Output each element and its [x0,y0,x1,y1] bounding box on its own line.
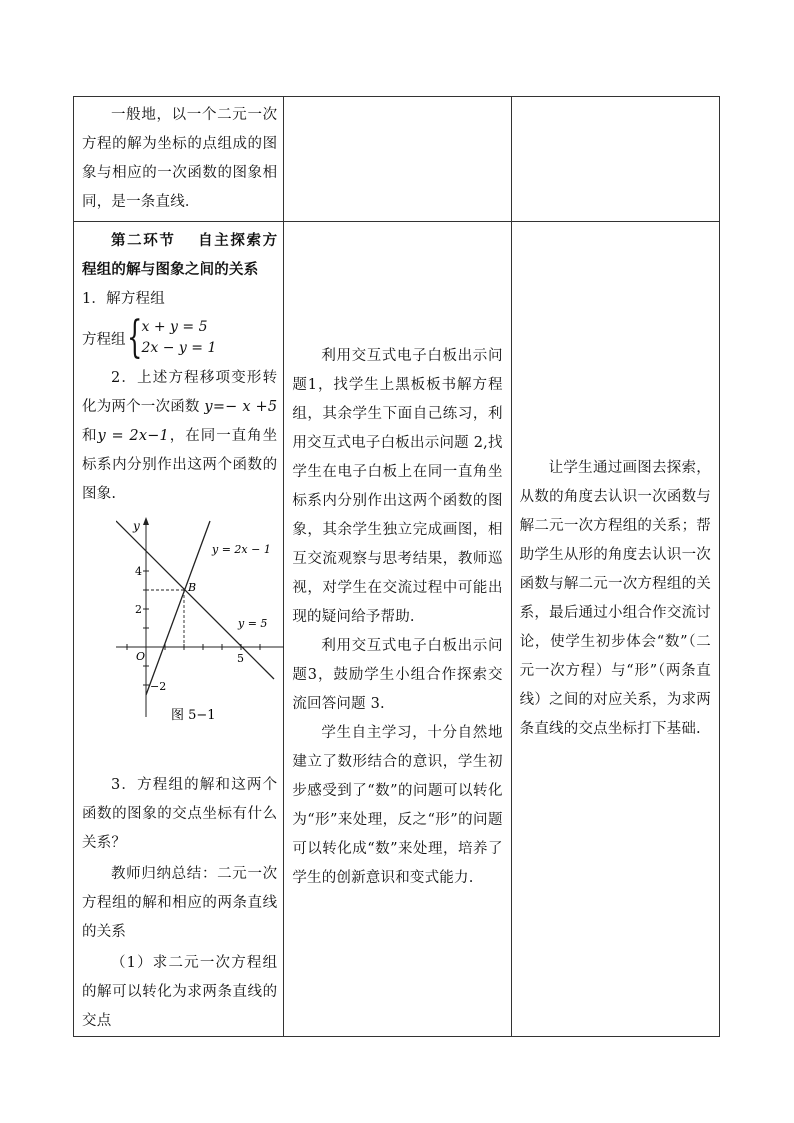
line-label-2x-1: y = 2x − 1 [212,543,271,556]
cell-activity [284,97,511,222]
tick-label-4: 4 [135,565,142,578]
point-b-label: B [188,581,197,594]
line-label-y5: y = 5 [238,617,268,630]
lesson-table [73,96,720,1037]
tick-label-2: 2 [135,603,142,616]
cell-content [74,97,284,222]
cell-intent [511,222,719,1037]
function-2: y = 2x−1 [97,428,169,444]
cell-intent [511,97,719,222]
cell-activity [284,222,511,1037]
y-axis-label: y [133,519,140,533]
table-row [74,97,720,222]
cell-content [74,222,284,1037]
origin-label: O [136,650,146,663]
question-1-prefix: 1．解方程组 [82,291,165,307]
equation-system: 方程组 { x + y = 5 2x − y = 1 [82,312,217,363]
tick-label-neg-2: −2 [150,680,167,693]
section-title: 第二环节 自主探索方程组的解与图象之间的关系 [82,232,278,278]
intent-paragraph: 让学生通过画图去探索，从数的角度去认识一次函数与解二元一次方程组的关系；帮助学生从形的角度去认识一次函数与解二元一次方程组的关系，最后通过小组合作交流讨论，使学生初步体会“数”（二元一次方程）与“形”（两条直线）之间的对应关系，为求两条直线的交点坐标打下基础. [519,460,711,737]
table-row [74,222,720,1037]
question-3: 3．方程组的解和这两个函数的图象的交点坐标有什么关系？ [82,777,278,851]
figure-caption: 图 5−1 [171,708,216,723]
y-axis-arrow [143,517,149,525]
function-1: y=− x +5 [204,399,278,415]
activity-paragraph-3: 学生自主学习，十分自然地建立了数形结合的意识，学生初步感受到了“数”的问题可以转化为“形”来处理，反之“形”的问题可以转化成“数”来处理，培养了学生的创新意识和变式能力. [292,725,503,886]
tick-label-5: 5 [237,652,244,665]
function-graph [116,517,284,723]
summary-point-1: （1）求二元一次方程组的解可以转化为求两条直线的交点 [82,955,278,1029]
question-2: 2．上述方程移项变形转化为两个一次函数 y=− x +5和y = 2x−1，在同一直角坐标系内分别作出这两个函数的图象. [82,370,278,502]
paragraph-conclusion: 一般地，以一个二元一次方程的解为坐标的点组成的图象与相应的一次函数的图象相同，是一条直线． [82,107,278,210]
activity-paragraph-1: 利用交互式电子白板出示问题1，找学生上黑板板书解方程组，其余学生下面自己练习，利用交互式电子白板出示问题 2,找学生在电子白板上在同一直角坐标系内分别作出这两个函数的图象，其余学生独立完成画图，相互交流观察与思考结果，教师巡视，对学生在交流过程中可能出现的疑问给予帮助. [292,348,503,625]
teacher-summary: 教师归纳总结：二元一次方程组的解和相应的两条直线的关系 [82,866,278,940]
brace-symbol: { [126,312,142,363]
equation-1: x + y = 5 [141,319,208,335]
equation-2: 2x − y = 1 [141,340,217,356]
activity-paragraph-2: 利用交互式电子白板出示问题3，鼓励学生小组合作探索交流回答问题 3. [292,638,503,712]
line-y-2x-minus-1 [146,521,210,695]
